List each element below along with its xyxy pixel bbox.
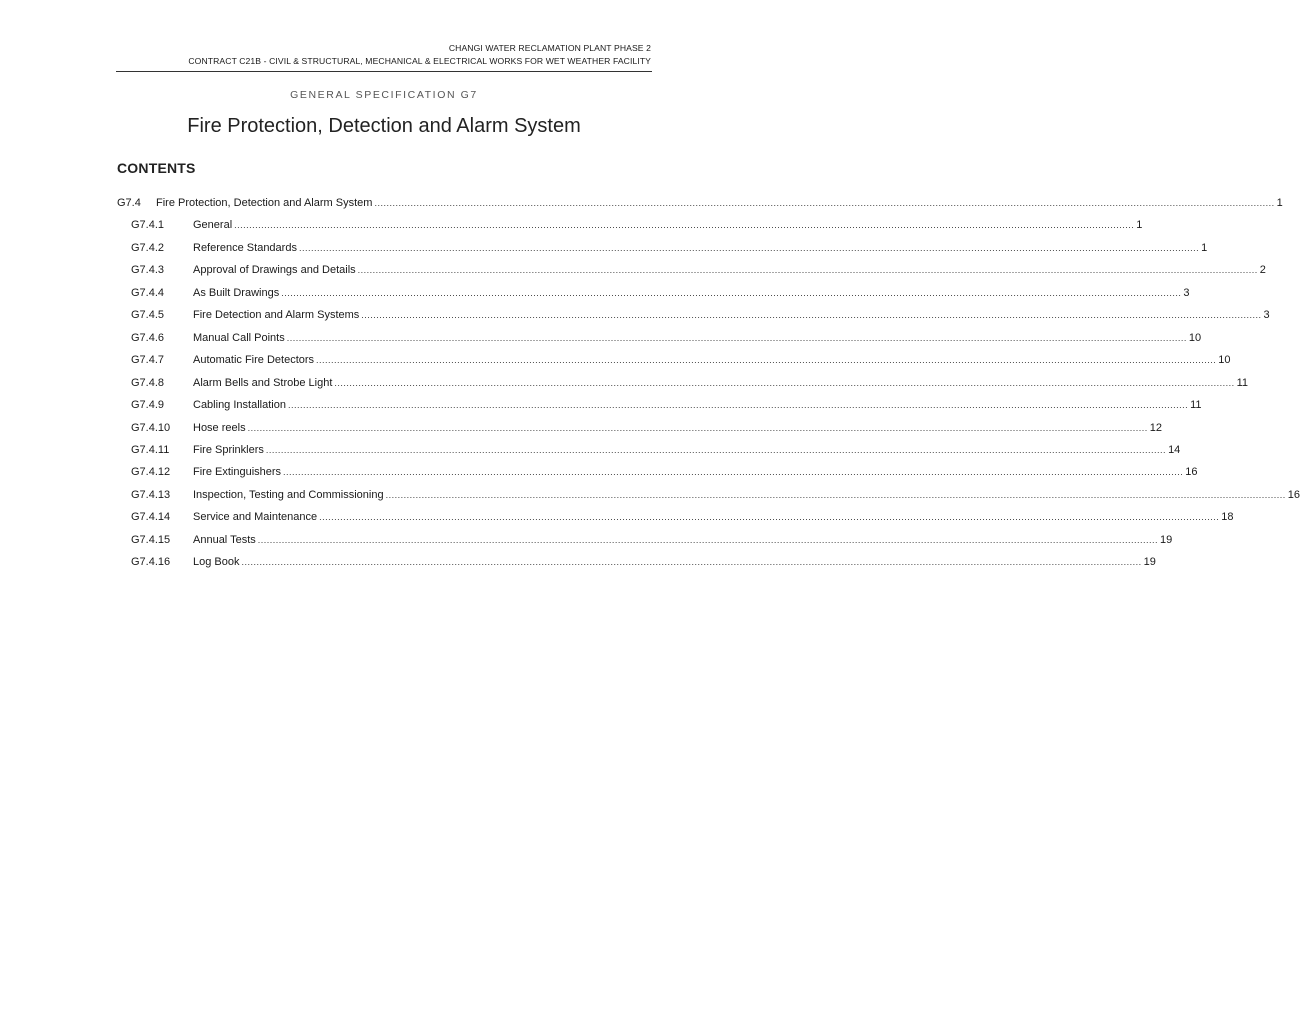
toc-entry-page: 14 [1168, 443, 1181, 456]
toc-entry-title: Log Book [193, 556, 240, 569]
toc-entry-title: Service and Maintenance [193, 511, 318, 524]
toc-entry-title: Automatic Fire Detectors [193, 354, 315, 367]
toc-entry-title: Annual Tests [193, 533, 256, 546]
toc-entry-page: 10 [1188, 331, 1202, 344]
toc-entry-title: Fire Protection, Detection and Alarm System [156, 197, 373, 209]
toc-entry-number: G7.4.3 [131, 264, 165, 277]
toc-dot-leader: ............................................................................................................................................................................................................................................................................................................ [361, 310, 1262, 321]
toc-entry-number: G7.4.9 [131, 399, 165, 412]
toc-entry-title: Cabling Installation [193, 399, 286, 412]
toc-dot-leader: ............................................................................................................................................................................................................................................................................................................ [298, 242, 1200, 253]
toc-entry-page: 1 [1276, 197, 1283, 209]
toc-entry-page: 3 [1263, 309, 1270, 322]
contents-heading: CONTENTS [117, 160, 196, 176]
toc-entry-number: G7.4.6 [131, 331, 165, 344]
toc-entry-number: G7.4.10 [131, 421, 171, 434]
toc-dot-leader: ............................................................................................................................................................................................................................................................................................................ [257, 534, 1158, 545]
toc-entry-page: 1 [1201, 241, 1208, 254]
toc-entry-page: 12 [1149, 421, 1162, 434]
toc-entry-page: 2 [1259, 264, 1266, 277]
toc-entry-number: G7.4.1 [131, 219, 165, 232]
toc-entry-number: G7.4.13 [131, 488, 171, 501]
header-project-line: CHANGI WATER RECLAMATION PLANT PHASE 2 [448, 43, 651, 53]
toc-entry[interactable] [117, 196, 1283, 210]
toc-entry-page: 16 [1287, 488, 1300, 501]
toc-entry-page: 11 [1236, 376, 1248, 389]
toc-entry-number: G7.4.11 [131, 443, 170, 456]
toc-entry-title: Alarm Bells and Strobe Light [193, 376, 333, 389]
toc-entry[interactable] [131, 421, 1162, 435]
toc-dot-leader: ............................................................................................................................................................................................................................................................................................................ [374, 198, 1275, 208]
toc-entry[interactable] [131, 443, 1181, 457]
toc-entry[interactable] [131, 398, 1202, 412]
toc-dot-leader: ............................................................................................................................................................................................................................................................................................................ [265, 444, 1167, 455]
toc-entry-number: G7.4.8 [131, 376, 165, 389]
toc-dot-leader: ............................................................................................................................................................................................................................................................................................................ [241, 557, 1142, 568]
toc-entry-page: 18 [1221, 511, 1234, 524]
toc-entry-title: Hose reels [193, 421, 246, 434]
toc-entry-title: Approval of Drawings and Details [193, 264, 356, 277]
toc-entry-page: 1 [1136, 219, 1143, 232]
toc-entry[interactable] [131, 308, 1270, 322]
toc-entry-number: G7.4.5 [131, 309, 165, 322]
toc-entry-title: As Built Drawings [193, 286, 280, 299]
toc-entry-page: 11 [1190, 399, 1202, 412]
toc-entry-number: G7.4.4 [131, 286, 165, 299]
toc-entry-number: G7.4.16 [131, 556, 171, 569]
toc-entry[interactable] [131, 263, 1266, 277]
toc-entry[interactable] [131, 533, 1173, 547]
toc-dot-leader: ............................................................................................................................................................................................................................................................................................................ [385, 489, 1286, 500]
toc-entry-title: Fire Detection and Alarm Systems [193, 309, 360, 322]
toc-entry-title: Manual Call Points [193, 331, 285, 344]
toc-entry-page: 19 [1159, 533, 1173, 546]
toc-entry-title: Inspection, Testing and Commissioning [193, 488, 384, 501]
toc-entry-page: 10 [1218, 354, 1231, 367]
toc-entry[interactable] [131, 488, 1300, 502]
toc-entry[interactable] [131, 286, 1190, 300]
toc-entry[interactable] [131, 376, 1248, 390]
toc-dot-leader: ............................................................................................................................................................................................................................................................................................................ [247, 422, 1148, 433]
toc-dot-leader: ............................................................................................................................................................................................................................................................................................................ [281, 287, 1182, 298]
toc-dot-leader: ............................................................................................................................................................................................................................................................................................................ [283, 467, 1184, 478]
toc-entry[interactable] [131, 353, 1231, 367]
toc-entry-title: Fire Sprinklers [193, 443, 264, 456]
toc-entry-number: G7.4 [117, 197, 141, 209]
toc-dot-leader: ............................................................................................................................................................................................................................................................................................................ [316, 355, 1217, 366]
toc-entry-title: Reference Standards [193, 241, 297, 254]
spec-label: GENERAL SPECIFICATION G7 [290, 89, 478, 101]
toc-entry-page: 19 [1143, 556, 1156, 569]
toc-entry-number: G7.4.2 [131, 241, 165, 254]
toc-entry-title: General [193, 219, 233, 232]
toc-dot-leader: ............................................................................................................................................................................................................................................................................................................ [234, 220, 1135, 231]
toc-dot-leader: ............................................................................................................................................................................................................................................................................................................ [287, 400, 1189, 411]
toc-entry-number: G7.4.14 [131, 511, 171, 524]
toc-entry[interactable] [131, 555, 1156, 569]
toc-entry[interactable] [131, 465, 1198, 479]
toc-entry-page: 3 [1183, 286, 1190, 299]
toc-dot-leader: ............................................................................................................................................................................................................................................................................................................ [286, 332, 1187, 343]
page-title: Fire Protection, Detection and Alarm System [187, 115, 581, 137]
toc-entry-title: Fire Extinguishers [193, 466, 282, 479]
toc-entry[interactable] [131, 241, 1208, 255]
toc-entry-number: G7.4.7 [131, 354, 165, 367]
toc-entry[interactable] [131, 331, 1202, 345]
toc-entry[interactable] [131, 218, 1143, 232]
toc-dot-leader: ............................................................................................................................................................................................................................................................................................................ [334, 377, 1235, 388]
toc-dot-leader: ............................................................................................................................................................................................................................................................................................................ [357, 265, 1258, 276]
toc-entry-number: G7.4.15 [131, 533, 171, 546]
header-contract-line: CONTRACT C21B - CIVIL & STRUCTURAL, MECHANICAL & ELECTRICAL WORKS FOR WET WEATHER FACILITY [188, 56, 651, 66]
toc-dot-leader: ............................................................................................................................................................................................................................................................................................................ [319, 512, 1220, 523]
toc-entry[interactable] [131, 510, 1234, 524]
toc-entry-number: G7.4.12 [131, 466, 171, 479]
toc-entry-page: 16 [1185, 466, 1198, 479]
